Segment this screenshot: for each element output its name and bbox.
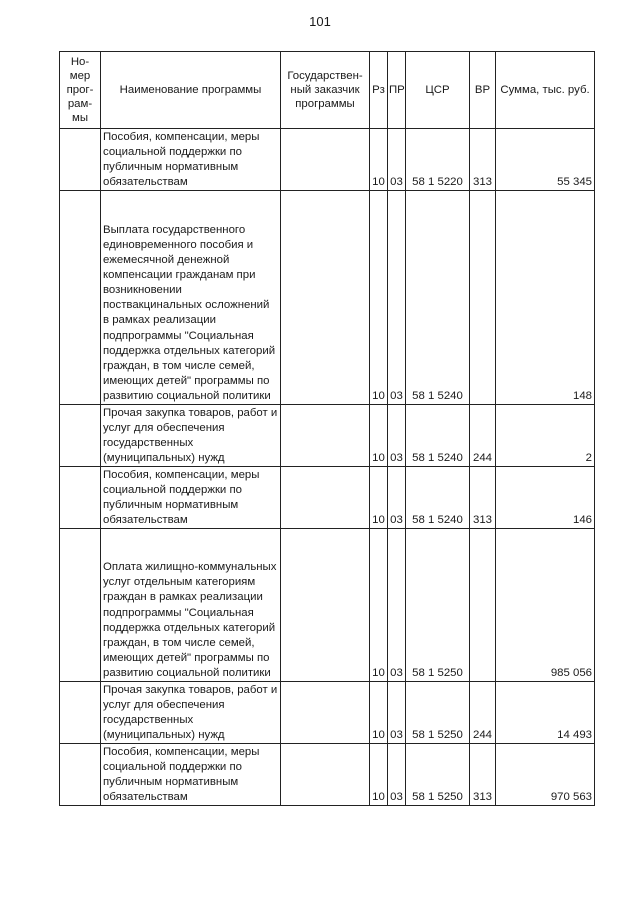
cell-sum: 55 345 <box>496 129 595 191</box>
cell-pr: 03 <box>388 129 406 191</box>
cell-vr: 313 <box>470 467 496 529</box>
cell-pr: 03 <box>388 191 406 405</box>
cell-csr: 58 1 5250 <box>406 744 470 806</box>
cell-vr: 313 <box>470 744 496 806</box>
budget-table <box>59 51 595 806</box>
table-row <box>60 682 595 744</box>
cell-rz: 10 <box>370 682 388 744</box>
cell-sum: 146 <box>496 467 595 529</box>
cell-pr: 03 <box>388 744 406 806</box>
header-sum: Сумма, тыс. руб. <box>496 52 595 129</box>
header-pr: ПР <box>388 52 406 129</box>
cell-csr: 58 1 5250 <box>406 682 470 744</box>
cell-rz: 10 <box>370 744 388 806</box>
table-header-row <box>60 52 595 129</box>
header-program-name: Наименование программы <box>101 52 281 129</box>
cell-state-customer <box>281 129 370 191</box>
cell-program-number <box>60 405 101 467</box>
cell-program-name: Прочая закупка товаров, работ и услуг для обеспечения государственных (муниципальных) нужд <box>101 682 281 744</box>
cell-rz: 10 <box>370 529 388 682</box>
header-vr: ВР <box>470 52 496 129</box>
table-row <box>60 744 595 806</box>
table-row <box>60 405 595 467</box>
table-row <box>60 529 595 682</box>
cell-state-customer <box>281 191 370 405</box>
cell-csr: 58 1 5240 <box>406 405 470 467</box>
cell-program-number <box>60 191 101 405</box>
cell-program-number <box>60 467 101 529</box>
header-csr: ЦСР <box>406 52 470 129</box>
cell-sum: 14 493 <box>496 682 595 744</box>
cell-program-number <box>60 129 101 191</box>
table-row <box>60 467 595 529</box>
cell-program-name: Прочая закупка товаров, работ и услуг для обеспечения государственных (муниципальных) нужд <box>101 405 281 467</box>
cell-state-customer <box>281 529 370 682</box>
cell-csr: 58 1 5240 <box>406 467 470 529</box>
cell-sum: 985 056 <box>496 529 595 682</box>
cell-vr: 244 <box>470 682 496 744</box>
cell-program-number <box>60 744 101 806</box>
cell-rz: 10 <box>370 467 388 529</box>
cell-pr: 03 <box>388 682 406 744</box>
header-rz: Рз <box>370 52 388 129</box>
cell-program-name: Пособия, компенсации, меры социальной поддержки по публичным нормативным обязательствам <box>101 467 281 529</box>
cell-rz: 10 <box>370 129 388 191</box>
cell-program-name: Оплата жилищно-коммунальных услуг отдельным категориям граждан в рамках реализации подпрограммы "Социальная поддержка отдельных категорий граждан, в том числе семей, имеющих детей" программы по развитию социальной политики <box>101 529 281 682</box>
cell-program-number <box>60 682 101 744</box>
cell-pr: 03 <box>388 405 406 467</box>
cell-state-customer <box>281 744 370 806</box>
header-program-number: Но-мер прог-рам-мы <box>60 52 101 129</box>
cell-vr <box>470 529 496 682</box>
cell-program-name: Пособия, компенсации, меры социальной поддержки по публичным нормативным обязательствам <box>101 744 281 806</box>
cell-rz: 10 <box>370 191 388 405</box>
cell-csr: 58 1 5220 <box>406 129 470 191</box>
cell-csr: 58 1 5250 <box>406 529 470 682</box>
cell-sum: 2 <box>496 405 595 467</box>
header-state-customer: Государствен-ный заказчик программы <box>281 52 370 129</box>
cell-vr: 244 <box>470 405 496 467</box>
table-row <box>60 191 595 405</box>
page-number: 101 <box>309 14 331 29</box>
cell-program-name: Пособия, компенсации, меры социальной поддержки по публичным нормативным обязательствам <box>101 129 281 191</box>
cell-state-customer <box>281 682 370 744</box>
cell-sum: 970 563 <box>496 744 595 806</box>
cell-program-number <box>60 529 101 682</box>
cell-state-customer <box>281 405 370 467</box>
cell-state-customer <box>281 467 370 529</box>
cell-pr: 03 <box>388 529 406 682</box>
cell-rz: 10 <box>370 405 388 467</box>
cell-sum: 148 <box>496 191 595 405</box>
table-row <box>60 129 595 191</box>
cell-program-name: Выплата государственного единовременного пособия и ежемесячной денежной компенсации гражданам при возникновении поствакцинальных осложнений в рамках реализации подпрограммы "Социальная поддержка отдельных категорий граждан, в том числе семей, имеющих детей" программы по развитию социальной политики <box>101 191 281 405</box>
cell-csr: 58 1 5240 <box>406 191 470 405</box>
cell-vr: 313 <box>470 129 496 191</box>
cell-pr: 03 <box>388 467 406 529</box>
cell-vr <box>470 191 496 405</box>
